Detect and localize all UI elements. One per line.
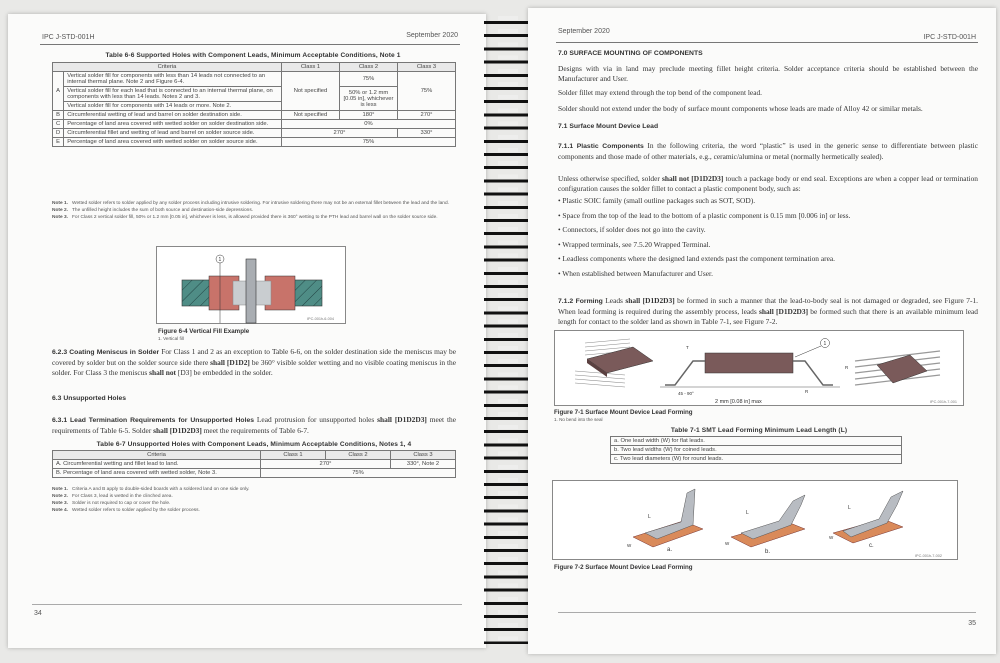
text: 0% bbox=[282, 120, 456, 129]
table-row bbox=[611, 446, 902, 455]
bullet-item: • Leadless components where the designed land extends past the component termination area. bbox=[558, 254, 835, 264]
table-row bbox=[611, 455, 902, 464]
table-row bbox=[53, 111, 456, 120]
section-7-1-heading: 7.1 Surface Mount Device Lead bbox=[558, 123, 659, 130]
page-number: 34 bbox=[34, 610, 42, 617]
text: R bbox=[805, 389, 809, 394]
text: Criteria bbox=[53, 63, 282, 72]
section-7-0-heading: 7.0 SURFACE MOUNTING OF COMPONENTS bbox=[558, 50, 703, 57]
right-page bbox=[528, 8, 996, 654]
text: IPC-001h-7-002 bbox=[915, 554, 943, 558]
table-note: Note 1. Wetted solder refers to solder applied by any solder process including intrusive soldering. For intrusive soldering there may not be an external fillet between the lead and the land. bbox=[52, 201, 449, 206]
vertical-fill-illustration bbox=[157, 247, 347, 325]
section-7-1-2 bbox=[558, 296, 978, 327]
text: T bbox=[686, 345, 689, 350]
text: IPC-001h-6-004 bbox=[307, 317, 335, 321]
text: 270° bbox=[261, 460, 391, 469]
text: A. Circumferential wetting and fillet lead to land. bbox=[53, 460, 261, 469]
body-text: Leads bbox=[602, 296, 626, 305]
text: Class 3 bbox=[398, 63, 456, 72]
text: 180° bbox=[340, 111, 398, 120]
text: E bbox=[53, 138, 64, 147]
date-header: September 2020 bbox=[558, 28, 610, 35]
table-note: Note 3. Solder is not required to cap or cover the hole. bbox=[52, 501, 171, 506]
text: Vertical solder fill for each lead that is connected to an internal thermal plane, on components with less than 14 leads. Notes 2 and 3. bbox=[64, 87, 282, 102]
body-text: [D3] be embedded in the solder. bbox=[176, 368, 273, 377]
table-row bbox=[53, 460, 456, 469]
table-row bbox=[53, 138, 456, 147]
table-7-1 bbox=[610, 436, 902, 464]
body-text: be 360° visible solder wetting and no visible coating meniscus in the solder. For Class 3 the meniscus bbox=[52, 358, 456, 377]
text: Class 2 bbox=[326, 451, 391, 460]
text: 75% bbox=[398, 72, 456, 111]
text: 2 mm [0.08 in] max bbox=[715, 399, 762, 405]
body-text: touch a package body or end seal. Exceptions are when a copper lead or termination configuration causes the solder fillet to contact a plastic component body, such as: bbox=[558, 174, 978, 193]
bullet-item: • Wrapped terminals, see 7.5.20 Wrapped Terminal. bbox=[558, 239, 711, 249]
text: Class 1 bbox=[261, 451, 326, 460]
text: W bbox=[829, 535, 834, 540]
body-text: Lead protrusion for unsupported holes bbox=[254, 415, 378, 424]
figure-6-4-caption: Figure 6-4 Vertical Fill Example bbox=[158, 328, 250, 335]
figure-7-1-legend: 1. No bend into the seal bbox=[554, 417, 603, 422]
text: 45 - 90° bbox=[678, 391, 694, 396]
body-text: meet the requirements of Table 6-7. bbox=[201, 426, 309, 435]
date-header: September 2020 bbox=[406, 32, 458, 39]
text: 270° bbox=[282, 129, 398, 138]
text: b. bbox=[765, 549, 771, 555]
text: 75% bbox=[340, 72, 398, 87]
table-row bbox=[53, 87, 456, 102]
text: c. Two lead diameters (W) for round leads. bbox=[611, 455, 902, 464]
table-6-7-title: Table 6-7 Unsupported Holes with Component Leads, Minimum Acceptable Conditions, Notes 1, 4 bbox=[96, 441, 412, 448]
text: Class 3 bbox=[391, 451, 456, 460]
text: 1 bbox=[823, 341, 827, 347]
figure-7-1-caption: Figure 7-1 Surface Mount Device Lead Forming bbox=[554, 409, 693, 416]
section-7-1-1 bbox=[558, 141, 978, 162]
text: W bbox=[627, 543, 632, 548]
table-row bbox=[53, 129, 456, 138]
text: L bbox=[848, 505, 851, 511]
table-row bbox=[53, 469, 456, 478]
text: 75% bbox=[261, 469, 456, 478]
text: 330°, Note 2 bbox=[391, 460, 456, 469]
paragraph: Solder should not extend under the body of surface mount components whose leads are made of Alloy 42 or similar metals. bbox=[558, 104, 923, 113]
requirement-keyword: shall [D1D2] bbox=[210, 358, 250, 367]
spiral-binding bbox=[484, 16, 532, 644]
table-note: Note 3. For Class 2 vertical solder fill, 50% or 1.2 mm [0.05 in], whichever is less, is allowed provided there is 360° wetting to the PTH lead and barrel wall on the solder source side. bbox=[52, 215, 438, 220]
text: Percentage of land area covered with wetted solder on solder source side. bbox=[64, 138, 282, 147]
text: Class 2 bbox=[340, 63, 398, 72]
paragraph-unless bbox=[558, 174, 978, 194]
text: Criteria bbox=[53, 451, 261, 460]
bullet-item: • Connectors, if solder does not go into the cavity. bbox=[558, 225, 706, 235]
requirement-keyword: shall [D1D2D3] bbox=[625, 296, 675, 305]
text: IPC-001h-7-001 bbox=[930, 400, 958, 404]
table-6-6 bbox=[52, 62, 456, 147]
paragraph: Solder fillet may extend through the top bend of the component lead. bbox=[558, 88, 763, 97]
section-heading: 7.1.1 Plastic Components bbox=[558, 143, 644, 150]
table-7-1-title: Table 7-1 SMT Lead Forming Minimum Lead Length (L) bbox=[670, 427, 848, 434]
body-text: In the following criteria, the word “plastic” is used in the generic sense to differentiate between plastic components and those made of other materials, e.g., ceramic/alumina or metal (normally hermetically sealed). bbox=[558, 141, 979, 161]
paragraph: Designs with via in land may preclude meeting fillet height criteria. Solder acceptance criteria should be established between the Manufacturer and User. bbox=[558, 64, 978, 83]
requirement-keyword: shall [D1D2D3] bbox=[758, 307, 809, 316]
bullet-item: • Space from the top of the lead to the bottom of a plastic component is 0.15 mm [0.006 in] or less. bbox=[558, 210, 851, 220]
text: 50% or 1.2 mm [0.05 in], whichever is less bbox=[340, 87, 398, 111]
text: A bbox=[53, 72, 64, 111]
body-text: be formed in such a manner that the lead-to-body seal is not damaged or degraded, see Figure 7-1. When lead forming is required during the assembly process, leads bbox=[558, 296, 978, 316]
figure-7-1 bbox=[554, 330, 964, 406]
figure-6-4 bbox=[156, 246, 346, 324]
text: Not specified bbox=[282, 111, 340, 120]
section-6-2-3 bbox=[52, 347, 456, 378]
text: 330° bbox=[398, 129, 456, 138]
doc-id-header: IPC J-STD-001H bbox=[42, 34, 95, 41]
table-row bbox=[611, 437, 902, 446]
requirement-keyword: shall [D1D2D3] bbox=[377, 415, 427, 424]
text: R bbox=[845, 365, 849, 370]
bullet-item: • Plastic SOIC family (small outline packages such as SOT, SOD). bbox=[558, 196, 756, 205]
section-heading: 6.2.3 Coating Meniscus in Solder bbox=[52, 349, 160, 356]
table-6-7 bbox=[52, 450, 456, 478]
section-6-3-1 bbox=[52, 415, 456, 436]
table-6-6-title: Table 6-6 Supported Holes with Component Leads, Minimum Acceptable Conditions, Note 1 bbox=[105, 52, 401, 59]
bullet-item: • When established between Manufacturer and User. bbox=[558, 268, 713, 278]
lead-forming-illustration bbox=[555, 331, 965, 407]
lead-length-illustration bbox=[553, 481, 959, 561]
text: 1 bbox=[218, 257, 222, 263]
text: Circumferential fillet and wetting of lead and barrel on solder source side. bbox=[64, 129, 282, 138]
doc-id-header: IPC J-STD-001H bbox=[923, 34, 976, 41]
body-text: Unless otherwise specified, solder bbox=[558, 174, 662, 183]
section-heading: 7.1.2 Forming bbox=[558, 298, 603, 305]
left-page bbox=[8, 14, 486, 648]
table-note: Note 2. For Class 3, lead is wetted in the clinched area. bbox=[52, 494, 173, 499]
table-6-6-notes bbox=[52, 200, 456, 221]
text: 270° bbox=[398, 111, 456, 120]
text: B bbox=[53, 111, 64, 120]
text: W bbox=[725, 541, 730, 546]
figure-6-4-legend: 1. Vertical fill bbox=[158, 336, 184, 341]
text: a. bbox=[667, 547, 673, 553]
text: Circumferential wetting of lead and barrel on solder destination side. bbox=[64, 111, 282, 120]
text: C bbox=[53, 120, 64, 129]
requirement-keyword: shall [D1D2D3] bbox=[153, 426, 202, 435]
text: c. bbox=[869, 543, 874, 549]
section-heading: 6.3.1 Lead Termination Requirements for Unsupported Holes bbox=[52, 417, 255, 424]
text: B. Percentage of land area covered with wetted solder, Note 3. bbox=[53, 469, 261, 478]
body-text: be formed such that there is an available minimum lead length for contact to the solder land as shown in Table 7-1, see Figure 7-2. bbox=[558, 307, 979, 326]
figure-7-2 bbox=[552, 480, 958, 560]
requirement-keyword: shall not bbox=[149, 368, 177, 377]
exceptions-list bbox=[558, 196, 978, 284]
text: a. One lead width (W) for flat leads. bbox=[611, 437, 902, 446]
body-text: For Class 1 and 2 as an exception to Table 6-6, on the solder destination side the meniscus may be covered by solder but on the solder source side there bbox=[52, 347, 456, 367]
requirement-keyword: shall not [D1D2D3] bbox=[661, 174, 724, 183]
text: Not specified bbox=[282, 72, 340, 111]
table-note: Note 4. Wetted solder refers to solder applied by the solder process. bbox=[52, 508, 200, 513]
text: 75% bbox=[282, 138, 456, 147]
text: Class 1 bbox=[282, 63, 340, 72]
table-row bbox=[53, 120, 456, 129]
text: L bbox=[648, 514, 651, 520]
table-row bbox=[53, 72, 456, 87]
text: D bbox=[53, 129, 64, 138]
text: Vertical solder fill for components with less than 14 leads not connected to an internal thermal plane. Note 2 and Figure 6-4. bbox=[64, 72, 282, 87]
text: Vertical solder fill for components with 14 leads or more. Note 2. bbox=[64, 102, 282, 111]
table-6-7-notes bbox=[52, 486, 456, 514]
figure-7-2-caption: Figure 7-2 Surface Mount Device Lead Forming bbox=[554, 564, 693, 571]
text: b. Two lead widths (W) for coined leads. bbox=[611, 446, 902, 455]
text: L bbox=[746, 510, 749, 516]
page-number: 35 bbox=[968, 620, 976, 627]
table-note: Note 2. The unfilled height includes the sum of both source and destination-side depressions. bbox=[52, 208, 254, 213]
body-text: meet the requirements of Table 6-5. Solder bbox=[52, 415, 456, 435]
table-note: Note 1. Criteria A and B apply to double-sided boards with a soldered land on one side only. bbox=[52, 487, 250, 492]
section-6-3-heading: 6.3 Unsupported Holes bbox=[52, 395, 127, 402]
text: Percentage of land area covered with wetted solder on solder destination side. bbox=[64, 120, 282, 129]
